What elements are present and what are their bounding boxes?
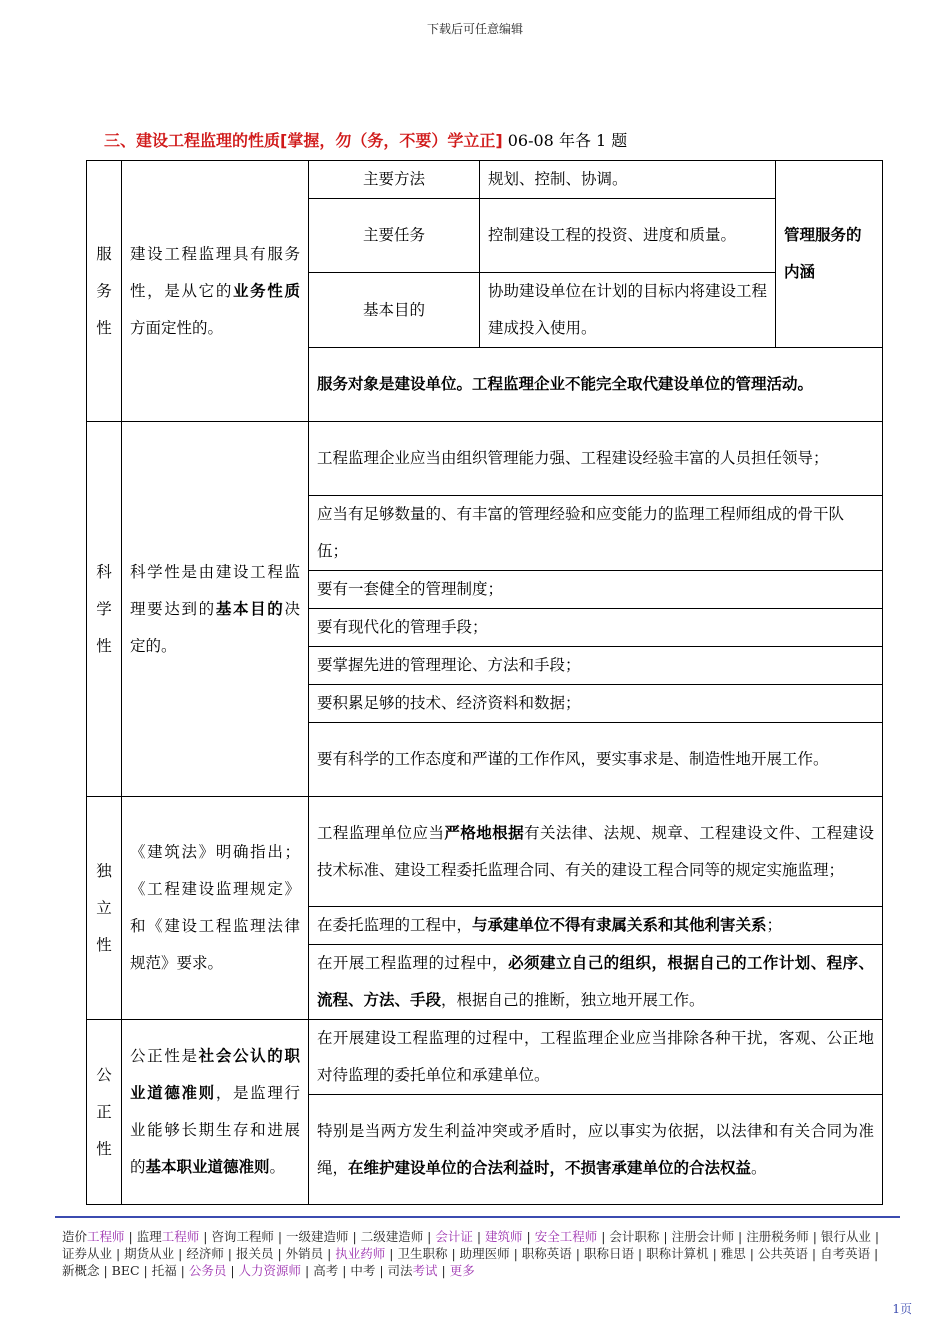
footer-link[interactable]: 工程师 [161,1229,200,1244]
section-title [104,128,627,151]
footer-text: | 会计职称 | 注册会计师 | 注册税务师 | 银行从业 | 证券从业 | 期货从业 | 经济师 | 报关员 | 外销员 | [62,1229,880,1261]
science-desc: 科学性是由建设工程监理要达到的基本目的决定的。 [122,422,309,797]
footer-links [62,1228,892,1279]
footer-link[interactable]: 考试 [412,1263,438,1278]
footer-link[interactable]: 更多 [449,1263,475,1278]
science-item: 要有一套健全的管理制度； [309,571,883,609]
footer-text: | [522,1229,535,1244]
footer-text: | 监理 [124,1229,162,1244]
independence-item: 在委托监理的工程中，与承建单位不得有隶属关系和其他利害关系； [309,907,883,945]
service-method-key: 主要方法 [309,161,480,199]
service-side-note: 管理服务的内涵 [776,161,883,348]
footer-text: 造价 [62,1229,88,1244]
fairness-item: 在开展建设工程监理的过程中，工程监理企业应当排除各种干扰，客观、公正地对待监理的委托单位和承建单位。 [309,1020,883,1095]
fairness-label: 公 正 性 [87,1020,122,1205]
table-row [87,797,883,907]
science-item: 要积累足够的技术、经济资料和数据； [309,685,883,723]
science-item: 工程监理企业应当由组织管理能力强、工程建设经验丰富的人员担任领导； [309,422,883,496]
service-goal-key: 基本目的 [309,273,480,348]
independence-desc: 《建筑法》明确指出；《工程建设监理规定》和《建设工程监理法律规范》要求。 [122,797,309,1020]
footer-text: | [226,1263,239,1278]
table-row [87,422,883,496]
footer-text: | 高考 | 中考 | 司法 [301,1263,413,1278]
footer-text: | 咨询工程师 | 一级建造师 | 二级建造师 | [199,1229,436,1244]
footer-link[interactable]: 执业药师 [335,1246,386,1261]
table-row [87,161,883,199]
section-title-years: 06-08 年各 1 题 [502,131,628,150]
service-label: 服 务 性 [87,161,122,422]
science-item: 要掌握先进的管理理论、方法和手段； [309,647,883,685]
header-note: 下载后可任意编辑 [426,22,523,36]
footer-text: | [437,1263,450,1278]
science-label: 科 学 性 [87,422,122,797]
footer-link[interactable]: 安全工程师 [534,1229,598,1244]
section-title-main: 三、建设工程监理的性质[掌握，勿（务，不要）学立正] [104,131,503,150]
footer-divider [55,1216,900,1218]
service-task-key: 主要任务 [309,199,480,273]
footer-text: | [472,1229,486,1244]
footer-link[interactable]: 人力资源师 [238,1263,302,1278]
footer-link[interactable]: 建筑师 [485,1229,523,1244]
independence-item: 在开展工程监理的过程中，必须建立自己的组织，根据自己的工作计划、程序、流程、方法、手段，根据自己的推断，独立地开展工作。 [309,945,883,1020]
fairness-desc: 公正性是社会公认的职业道德准则，是监理行业能够长期生存和进展的基本职业道德准则。 [122,1020,309,1205]
independence-item: 工程监理单位应当严格地根据有关法律、法规、规章、工程建设文件、工程建设技术标准、建设工程委托监理合同、有关的建设工程合同等的规定实施监理； [309,797,883,907]
independence-label: 独 立 性 [87,797,122,1020]
footer-link[interactable]: 会计证 [435,1229,473,1244]
service-method-value: 规划、控制、协调。 [480,161,776,199]
service-desc: 建设工程监理具有服务性，是从它的业务性质方面定性的。 [122,161,309,422]
service-note: 服务对象是建设单位。工程监理企业不能完全取代建设单位的管理活动。 [309,348,883,422]
science-item: 应当有足够数量的、有丰富的管理经验和应变能力的监理工程师组成的骨干队伍； [309,496,883,571]
table-row [87,1020,883,1095]
service-task-value: 控制建设工程的投资、进度和质量。 [480,199,776,273]
science-item: 要有现代化的管理手段； [309,609,883,647]
supervision-nature-table [86,160,883,1205]
footer-link[interactable]: 工程师 [87,1229,125,1244]
footer-text: | 卫生职称 | 助理医师 | 职称英语 | 职称日语 | 职称计算机 | 雅思 | 公共英语 | 自考英语 | 新概念 | BEC | 托福 | [62,1246,879,1278]
service-goal-value: 协助建设单位在计划的目标内将建设工程建成投入使用。 [480,273,776,348]
fairness-item: 特别是当两方发生利益冲突或矛盾时，应以事实为依据，以法律和有关合同为准绳，在维护建设单位的合法利益时，不损害承建单位的合法权益。 [309,1095,883,1205]
science-item: 要有科学的工作态度和严谨的工作作风，要实事求是、制造性地开展工作。 [309,723,883,797]
footer-link[interactable]: 公务员 [188,1263,227,1278]
page-number: 1页 [892,1302,912,1316]
